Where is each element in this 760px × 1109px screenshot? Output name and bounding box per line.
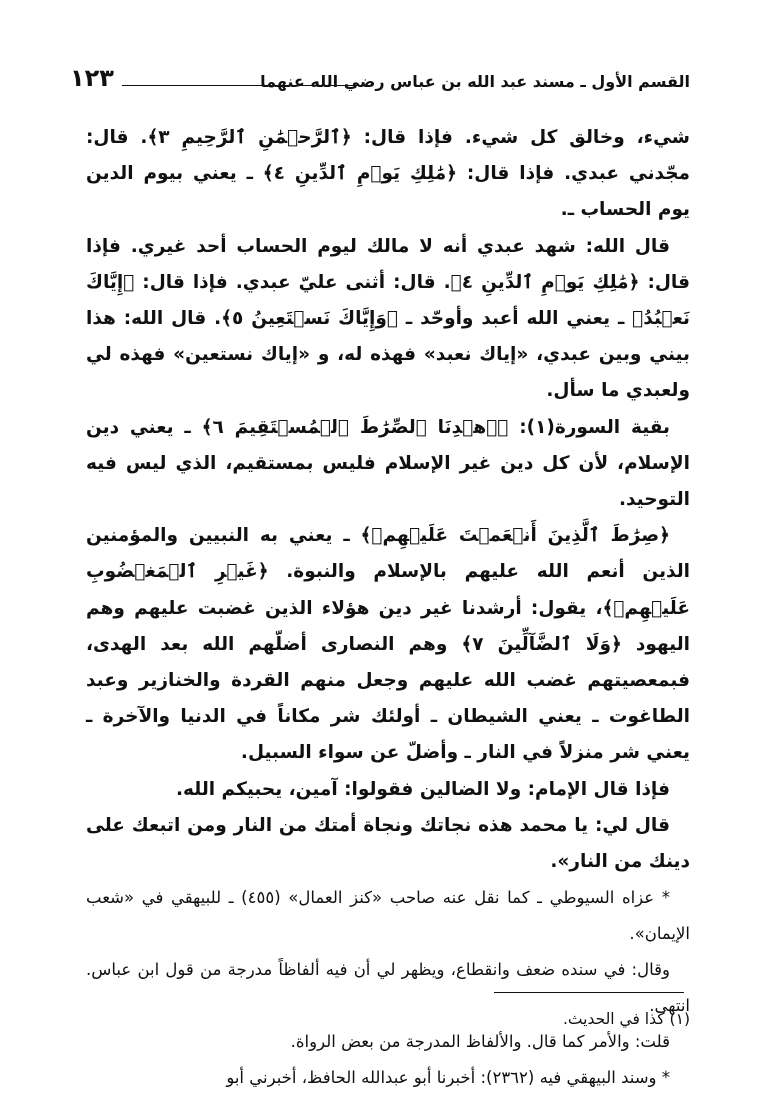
paragraph-9: قلت: والأمر كما قال. والألفاظ المدرجة من بعض الرواة. [290,1032,670,1052]
paragraph-6: قال لي: يا محمد هذه نجاتك ونجاة أمتك من النار ومن اتبعك على دينك من النار». [86,814,690,873]
header-rule [122,85,372,86]
paragraph-10: * وسند البيهقي فيه (٢٣٦٢): أخبرنا أبو عبدالله الحافظ، أخبرني أبو [226,1068,670,1088]
footnote-separator [494,992,684,993]
running-title: القسم الأول ـ مسند عبد الله بن عباس رضي الله عنهما [260,72,690,91]
page-header [70,64,690,104]
paragraph-8: وقال: في سنده ضعف وانقطاع، ويظهر لي أن فيه ألفاظاً مدرجة من قول ابن عباس. انتهى. [86,960,690,1016]
paragraph-5: فإذا قال الإمام: ولا الضالين فقولوا: آمين، يحبيكم الله. [176,778,670,800]
paragraph-1: شيء، وخالق كل شيء. فإذا قال: ﴿ٱلرَّحۡمَٰنِ ٱلرَّحِيمِ ٣﴾. قال: مجّدني عبدي. فإذا قال: ﴿مَٰلِكِ يَوۡمِ ٱلدِّينِ ٤﴾ ـ يعني بيوم الدين يوم الحساب ـ. [86,127,691,221]
paragraph-7: * عزاه السيوطي ـ كما نقل عنه صاحب «كنز العمال» (٤٥٥) ـ للبيهقي في «شعب الإيمان». [86,888,690,944]
page-number: ١٢٣ [70,64,114,92]
paragraph-2: قال الله: شهد عبدي أنه لا مالك ليوم الحساب أحد غيري. فإذا قال: ﴿مَٰلِكِ يَوۡمِ ٱلدِّينِ ٤﴾. قال: أثنى عليّ عبدي. فإذا قال: ﴿إِيَّاكَ نَعۡبُدُ﴾ ـ يعني الله أعبد وأوحّد ـ ﴿وَإِيَّاكَ نَسۡتَعِينُ ٥﴾. قال الله: هذا بيني وبين عبدي، «إياك نعبد» فهذه له، و «إياك نستعين» فهذه لي ولعبدي ما سأل. [86,235,691,402]
body-text [86,120,690,1096]
paragraph-3: بقية السورة(١): ﴿ٱهۡدِنَا ٱلصِّرَٰطَ ٱلۡمُسۡتَقِيمَ ٦﴾ ـ يعني دين الإسلام، لأن كل دين غير الإسلام فليس بمستقيم، الذي ليس فيه التوحيد. [86,416,690,511]
footnote: (١) كذا في الحديث. [562,1010,690,1028]
paragraph-4: ﴿صِرَٰطَ ٱلَّذِينَ أَنۡعَمۡتَ عَلَيۡهِمۡ﴾ ـ يعني به النبيين والمؤمنين الذين أنعم الله عليهم بالإسلام والنبوة. ﴿غَيۡرِ ٱلۡمَغۡضُوبِ عَلَيۡهِمۡ﴾، يقول: أرشدنا غير دين هؤلاء الذين غضبت عليهم وهم اليهود ﴿وَلَا ٱلضَّآلِّينَ ٧﴾ وهم النصارى أضلّهم الله بعد الهدى، فبمعصيتهم غضب الله عليهم وجعل منهم القردة والخنازير وعبد الطاغوت ـ يعني الشيطان ـ أولئك شر مكاناً في الدنيا والآخرة ـ يعني شر منزلاً في النار ـ وأضلّ عن سواء السبيل. [86,525,690,764]
